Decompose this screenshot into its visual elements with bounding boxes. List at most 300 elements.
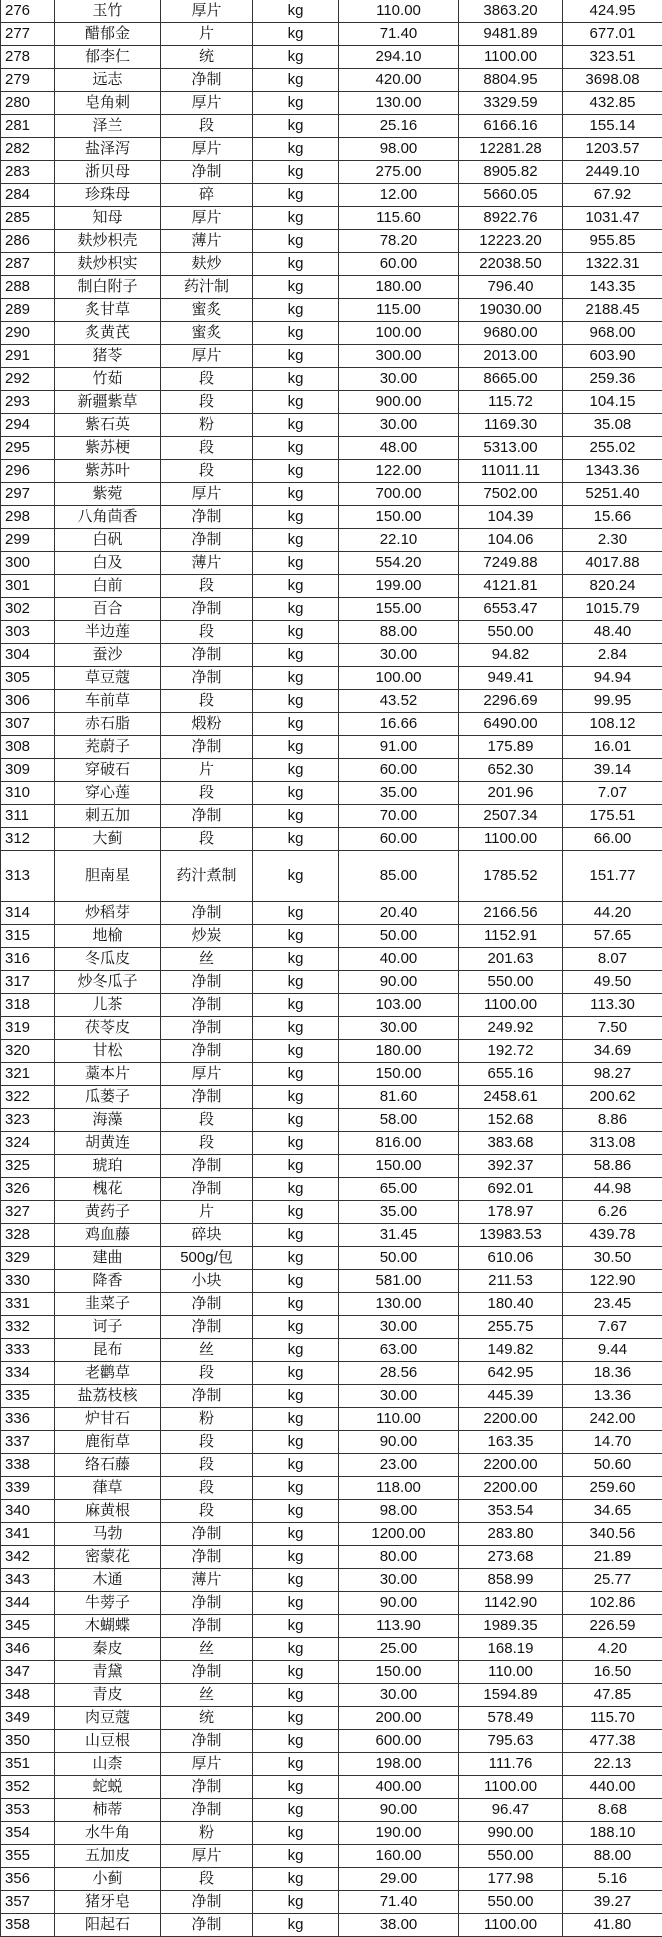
- cell-qty: 90.00: [339, 1799, 459, 1822]
- cell-spec: 厚片: [161, 207, 253, 230]
- cell-name: 诃子: [55, 1316, 161, 1339]
- cell-unit: kg: [253, 644, 339, 667]
- cell-amount: 439.78: [563, 1224, 662, 1247]
- table-row: [1, 667, 662, 690]
- cell-amount: 7.50: [563, 1017, 662, 1040]
- cell-price: 19030.00: [459, 299, 563, 322]
- cell-unit: kg: [253, 414, 339, 437]
- cell-amount: 16.50: [563, 1661, 662, 1684]
- cell-price: 2200.00: [459, 1454, 563, 1477]
- cell-no: 334: [1, 1362, 55, 1385]
- cell-name: 炙甘草: [55, 299, 161, 322]
- cell-unit: kg: [253, 971, 339, 994]
- cell-spec: 统: [161, 1707, 253, 1730]
- table-row: [1, 184, 662, 207]
- cell-amount: 39.27: [563, 1891, 662, 1914]
- cell-amount: 41.80: [563, 1914, 662, 1937]
- cell-unit: kg: [253, 1914, 339, 1937]
- cell-no: 328: [1, 1224, 55, 1247]
- cell-no: 282: [1, 138, 55, 161]
- table-row: [1, 1569, 662, 1592]
- cell-no: 295: [1, 437, 55, 460]
- cell-unit: kg: [253, 483, 339, 506]
- cell-name: 半边莲: [55, 621, 161, 644]
- cell-unit: kg: [253, 713, 339, 736]
- cell-name: 小蓟: [55, 1868, 161, 1891]
- cell-price: 1100.00: [459, 994, 563, 1017]
- cell-price: 13983.53: [459, 1224, 563, 1247]
- cell-amount: 35.08: [563, 414, 662, 437]
- cell-amount: 1343.36: [563, 460, 662, 483]
- cell-unit: kg: [253, 1661, 339, 1684]
- cell-price: 692.01: [459, 1178, 563, 1201]
- cell-qty: 400.00: [339, 1776, 459, 1799]
- cell-unit: kg: [253, 1017, 339, 1040]
- cell-spec: 段: [161, 1109, 253, 1132]
- cell-unit: kg: [253, 368, 339, 391]
- cell-no: 310: [1, 782, 55, 805]
- table-row: [1, 1132, 662, 1155]
- cell-no: 357: [1, 1891, 55, 1914]
- cell-unit: kg: [253, 1431, 339, 1454]
- cell-spec: 净制: [161, 69, 253, 92]
- cell-price: 1142.90: [459, 1592, 563, 1615]
- cell-spec: 碎: [161, 184, 253, 207]
- cell-spec: 净制: [161, 1178, 253, 1201]
- cell-name: 知母: [55, 207, 161, 230]
- cell-name: 山豆根: [55, 1730, 161, 1753]
- table-row: [1, 1224, 662, 1247]
- cell-unit: kg: [253, 138, 339, 161]
- cell-price: 8922.76: [459, 207, 563, 230]
- cell-spec: 净制: [161, 1546, 253, 1569]
- cell-price: 8665.00: [459, 368, 563, 391]
- cell-no: 309: [1, 759, 55, 782]
- cell-spec: 丝: [161, 1638, 253, 1661]
- cell-name: 甘松: [55, 1040, 161, 1063]
- table-row: [1, 902, 662, 925]
- cell-no: 287: [1, 253, 55, 276]
- cell-amount: 66.00: [563, 828, 662, 851]
- cell-name: 降香: [55, 1270, 161, 1293]
- cell-no: 350: [1, 1730, 55, 1753]
- cell-unit: kg: [253, 1109, 339, 1132]
- cell-unit: kg: [253, 1408, 339, 1431]
- cell-unit: kg: [253, 925, 339, 948]
- cell-amount: 47.85: [563, 1684, 662, 1707]
- cell-price: 2200.00: [459, 1408, 563, 1431]
- cell-qty: 81.60: [339, 1086, 459, 1109]
- cell-qty: 150.00: [339, 1063, 459, 1086]
- cell-spec: 段: [161, 437, 253, 460]
- cell-unit: kg: [253, 805, 339, 828]
- cell-qty: 80.00: [339, 1546, 459, 1569]
- cell-price: 163.35: [459, 1431, 563, 1454]
- cell-no: 284: [1, 184, 55, 207]
- cell-price: 111.76: [459, 1753, 563, 1776]
- cell-spec: 厚片: [161, 345, 253, 368]
- cell-amount: 44.98: [563, 1178, 662, 1201]
- cell-amount: 5.16: [563, 1868, 662, 1891]
- cell-name: 新疆紫草: [55, 391, 161, 414]
- cell-qty: 25.00: [339, 1638, 459, 1661]
- cell-qty: 43.52: [339, 690, 459, 713]
- cell-name: 竹茹: [55, 368, 161, 391]
- cell-name: 五加皮: [55, 1845, 161, 1868]
- cell-qty: 16.66: [339, 713, 459, 736]
- cell-qty: 199.00: [339, 575, 459, 598]
- cell-qty: 198.00: [339, 1753, 459, 1776]
- table-row: [1, 644, 662, 667]
- table-row: [1, 1063, 662, 1086]
- cell-spec: 净制: [161, 971, 253, 994]
- table-row: [1, 1707, 662, 1730]
- cell-unit: kg: [253, 902, 339, 925]
- cell-price: 4121.81: [459, 575, 563, 598]
- cell-qty: 130.00: [339, 92, 459, 115]
- cell-unit: kg: [253, 1086, 339, 1109]
- cell-amount: 6.26: [563, 1201, 662, 1224]
- cell-amount: 18.36: [563, 1362, 662, 1385]
- cell-unit: kg: [253, 391, 339, 414]
- cell-qty: 31.45: [339, 1224, 459, 1247]
- cell-spec: 丝: [161, 1339, 253, 1362]
- cell-qty: 29.00: [339, 1868, 459, 1891]
- cell-name: 冬瓜皮: [55, 948, 161, 971]
- cell-price: 201.63: [459, 948, 563, 971]
- cell-amount: 108.12: [563, 713, 662, 736]
- cell-no: 303: [1, 621, 55, 644]
- cell-price: 7502.00: [459, 483, 563, 506]
- cell-price: 383.68: [459, 1132, 563, 1155]
- cell-unit: kg: [253, 115, 339, 138]
- cell-spec: 段: [161, 1500, 253, 1523]
- cell-unit: kg: [253, 1155, 339, 1178]
- cell-amount: 677.01: [563, 23, 662, 46]
- cell-amount: 8.07: [563, 948, 662, 971]
- cell-name: 紫菀: [55, 483, 161, 506]
- cell-no: 351: [1, 1753, 55, 1776]
- cell-price: 96.47: [459, 1799, 563, 1822]
- cell-amount: 7.67: [563, 1316, 662, 1339]
- table-row: [1, 138, 662, 161]
- cell-amount: 14.70: [563, 1431, 662, 1454]
- cell-spec: 厚片: [161, 1845, 253, 1868]
- cell-no: 338: [1, 1454, 55, 1477]
- cell-name: 鹿衔草: [55, 1431, 161, 1454]
- cell-amount: 104.15: [563, 391, 662, 414]
- cell-amount: 44.20: [563, 902, 662, 925]
- cell-name: 葎草: [55, 1477, 161, 1500]
- table-row: [1, 391, 662, 414]
- cell-spec: 净制: [161, 529, 253, 552]
- cell-price: 1594.89: [459, 1684, 563, 1707]
- cell-unit: kg: [253, 1063, 339, 1086]
- table-row: [1, 414, 662, 437]
- cell-unit: kg: [253, 1132, 339, 1155]
- cell-qty: 58.00: [339, 1109, 459, 1132]
- cell-spec: 段: [161, 460, 253, 483]
- table-row: [1, 1040, 662, 1063]
- cell-name: 建曲: [55, 1247, 161, 1270]
- cell-qty: 90.00: [339, 1592, 459, 1615]
- table-row: [1, 207, 662, 230]
- table-row: [1, 1431, 662, 1454]
- cell-name: 炒冬瓜子: [55, 971, 161, 994]
- cell-qty: 35.00: [339, 1201, 459, 1224]
- table-row: [1, 1178, 662, 1201]
- cell-no: 349: [1, 1707, 55, 1730]
- cell-amount: 226.59: [563, 1615, 662, 1638]
- table-row: [1, 506, 662, 529]
- cell-no: 292: [1, 368, 55, 391]
- cell-price: 795.63: [459, 1730, 563, 1753]
- cell-qty: 200.00: [339, 1707, 459, 1730]
- cell-unit: kg: [253, 1845, 339, 1868]
- cell-amount: 2.84: [563, 644, 662, 667]
- cell-spec: 净制: [161, 1155, 253, 1178]
- cell-no: 336: [1, 1408, 55, 1431]
- cell-qty: 90.00: [339, 971, 459, 994]
- cell-qty: 118.00: [339, 1477, 459, 1500]
- cell-price: 2013.00: [459, 345, 563, 368]
- cell-qty: 150.00: [339, 1155, 459, 1178]
- cell-qty: 110.00: [339, 1408, 459, 1431]
- cell-price: 255.75: [459, 1316, 563, 1339]
- table-row: [1, 345, 662, 368]
- cell-spec: 净制: [161, 805, 253, 828]
- cell-no: 312: [1, 828, 55, 851]
- cell-price: 550.00: [459, 1845, 563, 1868]
- cell-price: 2458.61: [459, 1086, 563, 1109]
- cell-spec: 净制: [161, 506, 253, 529]
- table-row: [1, 1776, 662, 1799]
- cell-no: 342: [1, 1546, 55, 1569]
- cell-qty: 113.90: [339, 1615, 459, 1638]
- cell-qty: 275.00: [339, 161, 459, 184]
- cell-qty: 63.00: [339, 1339, 459, 1362]
- cell-unit: kg: [253, 276, 339, 299]
- cell-no: 340: [1, 1500, 55, 1523]
- cell-qty: 115.00: [339, 299, 459, 322]
- table-row: [1, 1477, 662, 1500]
- cell-no: 294: [1, 414, 55, 437]
- cell-no: 315: [1, 925, 55, 948]
- cell-name: 赤石脂: [55, 713, 161, 736]
- cell-unit: kg: [253, 1270, 339, 1293]
- cell-unit: kg: [253, 736, 339, 759]
- cell-name: 猪牙皂: [55, 1891, 161, 1914]
- cell-unit: kg: [253, 948, 339, 971]
- cell-spec: 净制: [161, 902, 253, 925]
- cell-name: 郁李仁: [55, 46, 161, 69]
- cell-amount: 57.65: [563, 925, 662, 948]
- cell-qty: 71.40: [339, 1891, 459, 1914]
- cell-unit: kg: [253, 621, 339, 644]
- cell-qty: 23.00: [339, 1454, 459, 1477]
- cell-unit: kg: [253, 1753, 339, 1776]
- cell-price: 1152.91: [459, 925, 563, 948]
- cell-name: 浙贝母: [55, 161, 161, 184]
- cell-unit: kg: [253, 529, 339, 552]
- table-row: [1, 483, 662, 506]
- table-row: [1, 948, 662, 971]
- cell-unit: kg: [253, 598, 339, 621]
- cell-unit: kg: [253, 1224, 339, 1247]
- cell-qty: 60.00: [339, 759, 459, 782]
- cell-name: 山柰: [55, 1753, 161, 1776]
- cell-no: 353: [1, 1799, 55, 1822]
- cell-qty: 420.00: [339, 69, 459, 92]
- cell-spec: 段: [161, 1132, 253, 1155]
- cell-no: 319: [1, 1017, 55, 1040]
- cell-no: 281: [1, 115, 55, 138]
- cell-qty: 88.00: [339, 621, 459, 644]
- cell-price: 104.06: [459, 529, 563, 552]
- cell-name: 车前草: [55, 690, 161, 713]
- cell-no: 317: [1, 971, 55, 994]
- cell-spec: 薄片: [161, 552, 253, 575]
- cell-spec: 净制: [161, 1385, 253, 1408]
- cell-amount: 242.00: [563, 1408, 662, 1431]
- cell-no: 288: [1, 276, 55, 299]
- cell-amount: 94.94: [563, 667, 662, 690]
- cell-unit: kg: [253, 299, 339, 322]
- cell-name: 穿心莲: [55, 782, 161, 805]
- cell-qty: 30.00: [339, 1684, 459, 1707]
- cell-price: 152.68: [459, 1109, 563, 1132]
- cell-qty: 816.00: [339, 1132, 459, 1155]
- cell-spec: 煅粉: [161, 713, 253, 736]
- table-row: [1, 1201, 662, 1224]
- cell-spec: 段: [161, 368, 253, 391]
- table-row: [1, 1730, 662, 1753]
- cell-amount: 955.85: [563, 230, 662, 253]
- cell-qty: 78.20: [339, 230, 459, 253]
- cell-amount: 440.00: [563, 1776, 662, 1799]
- cell-qty: 180.00: [339, 276, 459, 299]
- table-row: [1, 1500, 662, 1523]
- cell-qty: 90.00: [339, 1431, 459, 1454]
- cell-no: 304: [1, 644, 55, 667]
- cell-spec: 厚片: [161, 138, 253, 161]
- cell-amount: 7.07: [563, 782, 662, 805]
- table-row: [1, 299, 662, 322]
- cell-price: 94.82: [459, 644, 563, 667]
- table-row: [1, 1293, 662, 1316]
- cell-unit: kg: [253, 1615, 339, 1638]
- cell-spec: 净制: [161, 161, 253, 184]
- cell-no: 329: [1, 1247, 55, 1270]
- cell-name: 昆布: [55, 1339, 161, 1362]
- cell-spec: 段: [161, 115, 253, 138]
- cell-no: 279: [1, 69, 55, 92]
- cell-spec: 厚片: [161, 483, 253, 506]
- cell-spec: 净制: [161, 1799, 253, 1822]
- cell-price: 11011.11: [459, 460, 563, 483]
- table-row: [1, 1316, 662, 1339]
- cell-unit: kg: [253, 46, 339, 69]
- table-row: [1, 92, 662, 115]
- cell-amount: 1031.47: [563, 207, 662, 230]
- cell-price: 990.00: [459, 1822, 563, 1845]
- cell-qty: 98.00: [339, 138, 459, 161]
- cell-no: 332: [1, 1316, 55, 1339]
- table-row: [1, 161, 662, 184]
- cell-no: 347: [1, 1661, 55, 1684]
- cell-spec: 净制: [161, 598, 253, 621]
- cell-name: 紫苏叶: [55, 460, 161, 483]
- table-row: [1, 552, 662, 575]
- cell-amount: 151.77: [563, 851, 662, 902]
- cell-price: 5313.00: [459, 437, 563, 460]
- cell-unit: kg: [253, 575, 339, 598]
- table-row: [1, 1362, 662, 1385]
- cell-name: 青黛: [55, 1661, 161, 1684]
- cell-unit: kg: [253, 1546, 339, 1569]
- cell-qty: 115.60: [339, 207, 459, 230]
- cell-no: 325: [1, 1155, 55, 1178]
- cell-price: 115.72: [459, 391, 563, 414]
- cell-qty: 30.00: [339, 414, 459, 437]
- table-row: [1, 994, 662, 1017]
- cell-price: 858.99: [459, 1569, 563, 1592]
- cell-qty: 20.40: [339, 902, 459, 925]
- cell-no: 299: [1, 529, 55, 552]
- cell-spec: 薄片: [161, 230, 253, 253]
- table-row: [1, 736, 662, 759]
- cell-spec: 片: [161, 23, 253, 46]
- table-row: [1, 1546, 662, 1569]
- cell-amount: 13.36: [563, 1385, 662, 1408]
- cell-spec: 粉: [161, 1408, 253, 1431]
- table-row: [1, 713, 662, 736]
- cell-qty: 28.56: [339, 1362, 459, 1385]
- cell-unit: kg: [253, 1776, 339, 1799]
- cell-name: 炙黄芪: [55, 322, 161, 345]
- cell-no: 352: [1, 1776, 55, 1799]
- table-row: [1, 23, 662, 46]
- cell-price: 1100.00: [459, 46, 563, 69]
- table-row: [1, 115, 662, 138]
- cell-no: 302: [1, 598, 55, 621]
- cell-spec: 丝: [161, 1684, 253, 1707]
- table-row: [1, 575, 662, 598]
- cell-qty: 155.00: [339, 598, 459, 621]
- cell-spec: 段: [161, 1431, 253, 1454]
- cell-unit: kg: [253, 322, 339, 345]
- cell-amount: 175.51: [563, 805, 662, 828]
- cell-unit: kg: [253, 1638, 339, 1661]
- cell-price: 2507.34: [459, 805, 563, 828]
- cell-no: 356: [1, 1868, 55, 1891]
- cell-no: 301: [1, 575, 55, 598]
- cell-unit: kg: [253, 1339, 339, 1362]
- cell-no: 289: [1, 299, 55, 322]
- cell-qty: 30.00: [339, 1316, 459, 1339]
- cell-unit: kg: [253, 1477, 339, 1500]
- cell-amount: 155.14: [563, 115, 662, 138]
- cell-qty: 294.10: [339, 46, 459, 69]
- cell-unit: kg: [253, 1178, 339, 1201]
- cell-name: 麸炒枳壳: [55, 230, 161, 253]
- cell-name: 刺五加: [55, 805, 161, 828]
- cell-amount: 30.50: [563, 1247, 662, 1270]
- cell-price: 550.00: [459, 971, 563, 994]
- cell-amount: 603.90: [563, 345, 662, 368]
- cell-price: 642.95: [459, 1362, 563, 1385]
- cell-amount: 432.85: [563, 92, 662, 115]
